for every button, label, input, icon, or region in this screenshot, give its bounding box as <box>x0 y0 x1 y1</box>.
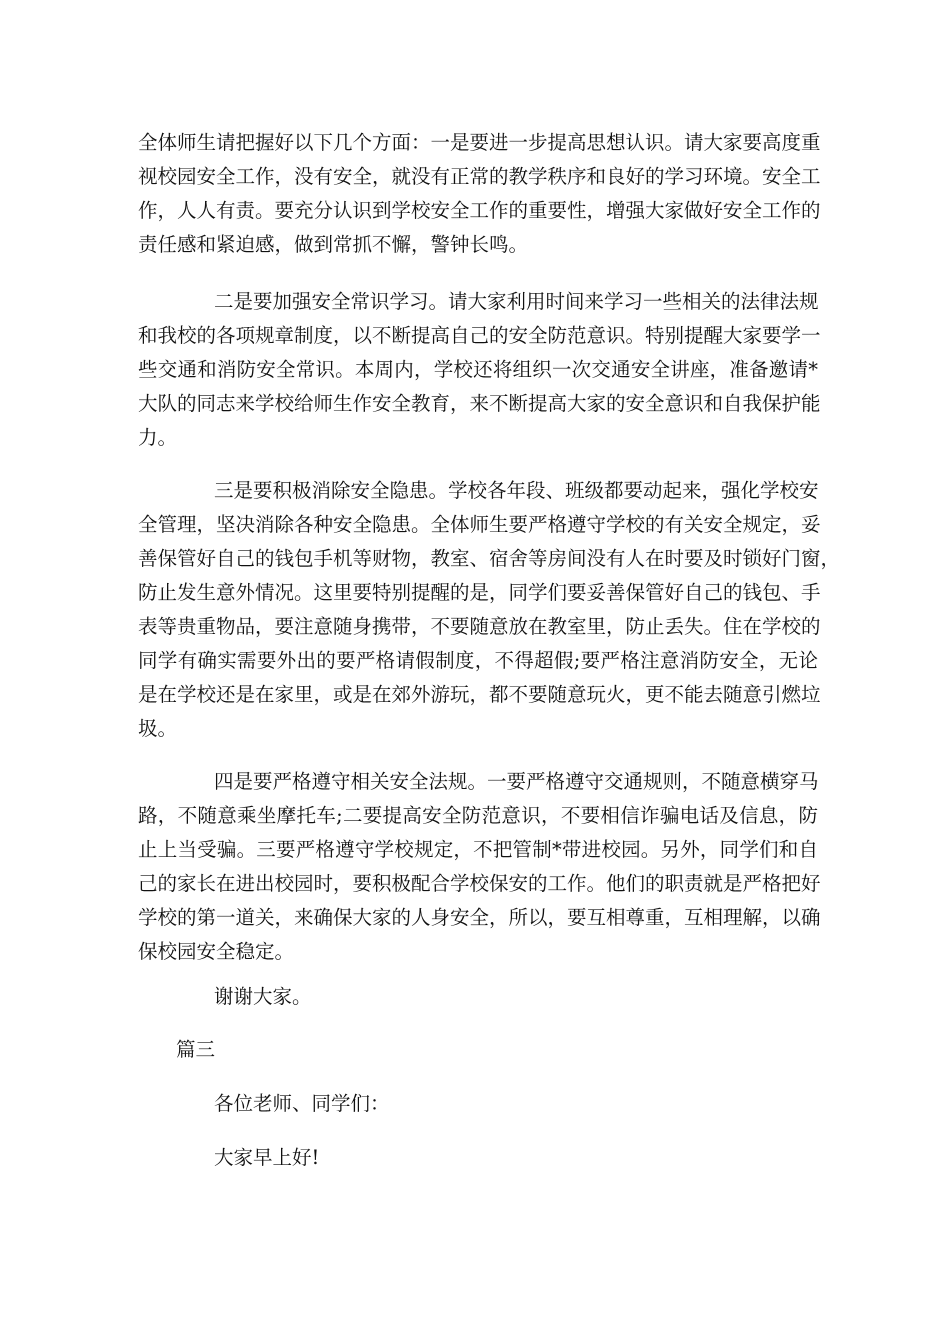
text-line: 视校园安全工作，没有安全，就没有正常的教学秩序和良好的学习环境。安全工 <box>138 165 821 188</box>
text-line: 力。 <box>138 426 178 449</box>
text-line: 大队的同志来学校给师生作安全教育，来不断提高大家的安全意识和自我保护能 <box>138 392 821 415</box>
paragraph-3 <box>138 474 841 746</box>
text-line: 善保管好自己的钱包手机等财物，教室、宿舍等房间没有人在时要及时锁好门窗， <box>138 547 841 570</box>
text-line: 同学有确实需要外出的要严格请假制度，不得超假;要严格注意消防安全，无论 <box>138 649 818 672</box>
text-line: 止上当受骗。三要严格遵守学校规定，不把管制*带进校园。另外，同学们和自 <box>138 838 818 861</box>
text-line: 圾。 <box>138 717 178 740</box>
text-line: 保校园安全稳定。 <box>138 940 295 963</box>
paragraph-2 <box>138 285 821 455</box>
text-line: 路，不随意乘坐摩托车;二要提高安全防范意识，不要相信诈骗电话及信息，防 <box>138 804 818 827</box>
opening-text: 大家早上好! <box>214 1146 320 1169</box>
text-line: 些交通和消防安全常识。本周内，学校还将组织一次交通安全讲座，准备邀请* <box>138 358 818 381</box>
text-line: 全管理，坚决消除各种安全隐患。全体师生要严格遵守学校的有关安全规定，妥 <box>138 513 821 536</box>
section-title: 篇三 <box>176 1038 216 1061</box>
greeting-text: 各位老师、同学们： <box>214 1092 390 1115</box>
closing-text: 谢谢大家。 <box>214 985 312 1008</box>
text-line: 三是要积极消除安全隐患。学校各年段、班级都要动起来，强化学校安 <box>214 479 819 502</box>
paragraph-1 <box>138 126 821 262</box>
text-line: 责任感和紧迫感，做到常抓不懈，警钟长鸣。 <box>138 233 529 256</box>
paragraph-4 <box>138 765 821 969</box>
text-line: 作，人人有责。要充分认识到学校安全工作的重要性，增强大家做好安全工作的 <box>138 199 821 222</box>
text-line: 防止发生意外情况。这里要特别提醒的是，同学们要妥善保管好自己的钱包、手 <box>138 581 821 604</box>
text-line: 二是要加强安全常识学习。请大家利用时间来学习一些相关的法律法规 <box>214 290 819 313</box>
text-line: 表等贵重物品，要注意随身携带，不要随意放在教室里，防止丢失。住在学校的 <box>138 615 821 638</box>
text-line: 全体师生请把握好以下几个方面：一是要进一步提高思想认识。请大家要高度重 <box>138 131 821 154</box>
text-line: 是在学校还是在家里，或是在郊外游玩，都不要随意玩火，更不能去随意引燃垃 <box>138 683 821 706</box>
text-line: 己的家长在进出校园时，要积极配合学校保安的工作。他们的职责就是严格把好 <box>138 872 821 895</box>
text-line: 学校的第一道关，来确保大家的人身安全，所以，要互相尊重，互相理解，以确 <box>138 906 821 929</box>
text-line: 四是要严格遵守相关安全法规。一要严格遵守交通规则，不随意横穿马 <box>214 770 819 793</box>
text-line: 和我校的各项规章制度，以不断提高自己的安全防范意识。特别提醒大家要学一 <box>138 324 821 347</box>
